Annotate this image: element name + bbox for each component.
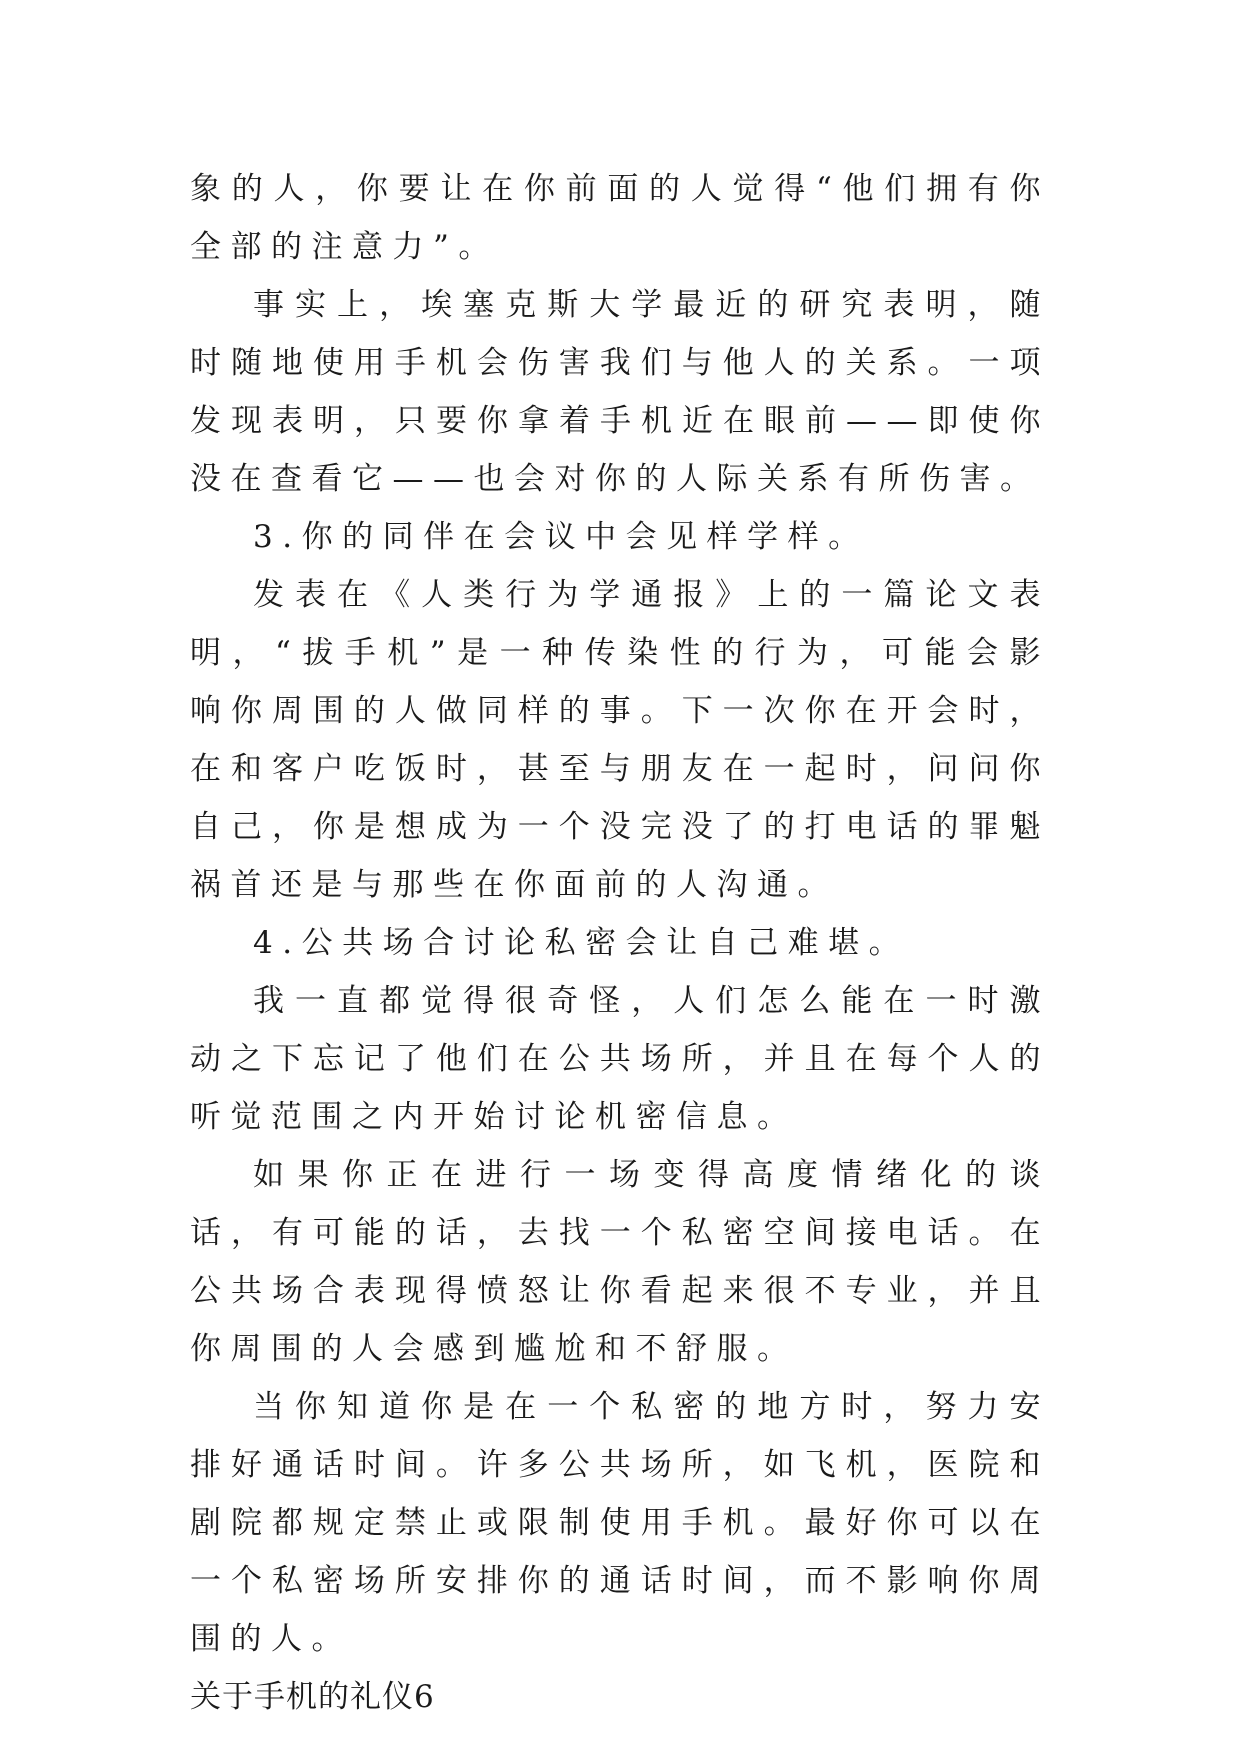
point-3-heading: 3.你的同伴在会议中会见样学样。 [253, 519, 869, 555]
paragraph-emotional: 如果你正在进行一场变得高度情绪化的谈话，有可能的话，去找一个私密空间接电话。在公共场合表现得愤怒让你看起来很不专业，并且你周围的人会感到尴尬和不舒服。 [190, 1157, 1050, 1367]
paragraph-strange: 我一直都觉得很奇怪，人们怎么能在一时激动之下忘记了他们在公共场所，并且在每个人的听觉范围之内开始讨论机密信息。 [190, 983, 1050, 1135]
paragraph-research: 事实上，埃塞克斯大学最近的研究表明，随时随地使用手机会伤害我们与他人的关系。一项发现表明，只要你拿着手机近在眼前——即使你没在查看它——也会对你的人际关系有所伤害。 [190, 287, 1050, 497]
document-page [190, 160, 1050, 1726]
paragraph-private-place: 当你知道你是在一个私密的地方时，努力安排好通话时间。许多公共场所，如飞机，医院和剧院都规定禁止或限制使用手机。最好你可以在一个私密场所安排你的通话时间，而不影响你周围的人。 [190, 1389, 1050, 1657]
point-4-heading: 4.公共场合讨论私密会让自己难堪。 [253, 925, 910, 961]
paragraph-contagious: 发表在《人类行为学通报》上的一篇论文表明，“拔手机”是一种传染性的行为，可能会影响你周围的人做同样的事。下一次你在开会时，在和客户吃饭时，甚至与朋友在一起时，问问你自己，你是想成为一个没完没了的打电话的罪魁祸首还是与那些在你面前的人沟通。 [190, 577, 1050, 903]
paragraph-continuation: 象的人，你要让在你前面的人觉得“他们拥有你全部的注意力”。 [190, 171, 1050, 265]
section-heading: 关于手机的礼仪6 [190, 1679, 435, 1715]
